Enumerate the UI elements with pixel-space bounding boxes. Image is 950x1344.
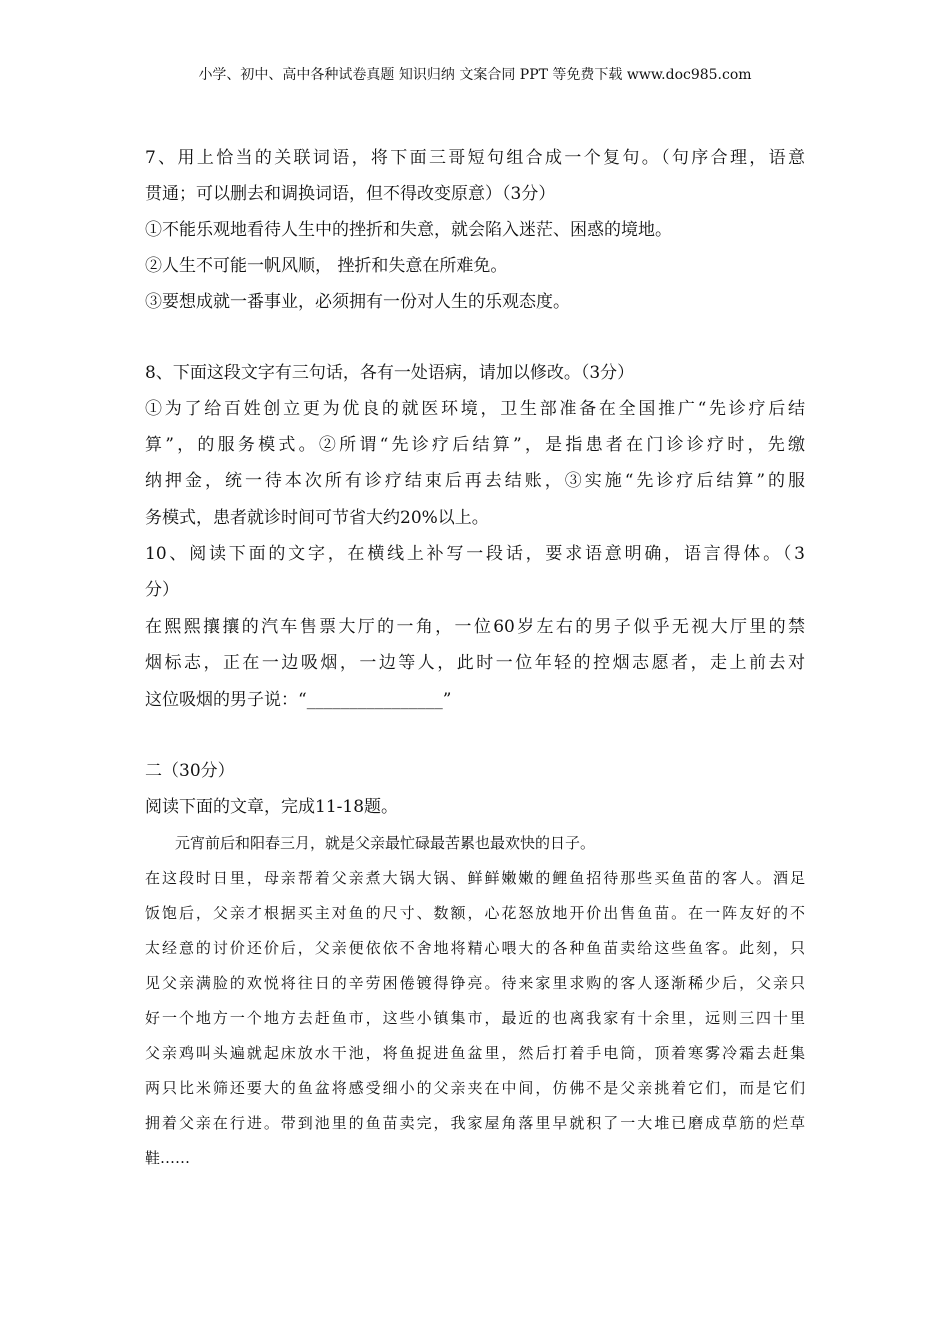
text-line: ②人生不可能一帆风顺， 挫折和失意在所难免。 (145, 256, 508, 276)
text-line: ①为了给百姓创立更为优良的就医环境，卫生部准备在全国推广“先诊疗后结 (145, 399, 805, 419)
text-line: 在熙熙攘攘的汽车售票大厅的一角，一位60岁左右的男子似乎无视大厅里的禁 (145, 617, 805, 637)
text-line: 两只比米筛还要大的鱼盆将感受细小的父亲夹在中间，仿佛不是父亲挑着它们，而是它们 (145, 1079, 805, 1097)
text-line: 鞋…… (145, 1149, 191, 1167)
text-line: 贯通；可以删去和调换词语，但不得改变原意）（3分） (145, 184, 556, 204)
text-line: 8、下面这段文字有三句话，各有一处语病，请加以修改。（3分） (145, 363, 635, 383)
text-line: 好一个地方一个地方去赶鱼市，这些小镇集市，最近的也离我家有十余里，远则三四十里 (145, 1009, 805, 1027)
text-line: 见父亲满脸的欢悦将往日的辛劳困倦镀得铮亮。待来家里求购的客人逐渐稀少后，父亲只 (145, 974, 805, 992)
text-line: 烟标志，正在一边吸烟，一边等人，此时一位年轻的控烟志愿者，走上前去对 (145, 653, 805, 673)
text-line: 元宵前后和阳春三月，就是父亲最忙碌最苦累也最欢快的日子。 (175, 834, 596, 852)
text-line: 10、阅读下面的文字，在横线上补写一段话，要求语意明确，语言得体。（3 (145, 544, 805, 564)
text-line: 分） (145, 580, 179, 600)
text-line: 这位吸烟的男子说：“________________” (145, 690, 452, 710)
text-line: ①不能乐观地看待人生中的挫折和失意，就会陷入迷茫、困惑的境地。 (145, 220, 672, 240)
text-line: 拥着父亲在行进。带到池里的鱼苗卖完，我家屋角落里早就积了一大堆已磨成草筋的烂草 (145, 1114, 805, 1132)
text-line: 在这段时日里，母亲帮着父亲煮大锅大锅、鲜鲜嫩嫩的鲤鱼招待那些买鱼苗的客人。酒足 (145, 869, 805, 887)
text-line: 太经意的讨价还价后，父亲便依依不舍地将精心喂大的各种鱼苗卖给这些鱼客。此刻，只 (145, 939, 805, 957)
text-line: 务模式，患者就诊时间可节省大约20%以上。 (145, 508, 489, 528)
page-header: 小学、初中、高中各种试卷真题 知识归纳 文案合同 PPT 等免费下载 www.doc985.com (198, 67, 752, 83)
text-line: 阅读下面的文章，完成11-18题。 (145, 797, 399, 817)
text-line: ③要想成就一番事业，必须拥有一份对人生的乐观态度。 (145, 292, 570, 312)
text-line: 7、用上恰当的关联词语，将下面三哥短句组合成一个复句。（句序合理，语意 (145, 148, 805, 168)
text-line: 饭饱后，父亲才根据买主对鱼的尺寸、数额，心花怒放地开价出售鱼苗。在一阵友好的不 (145, 904, 805, 922)
section-title: 二（30分） (145, 761, 235, 781)
text-line: 纳押金，统一待本次所有诊疗结束后再去结账，③实施“先诊疗后结算”的服 (145, 471, 805, 491)
text-line: 算”，的服务模式。②所谓“先诊疗后结算”，是指患者在门诊诊疗时，先缴 (145, 435, 805, 455)
text-line: 父亲鸡叫头遍就起床放水干池，将鱼捉进鱼盆里，然后打着手电筒，顶着寒雾冷霜去赶集 (145, 1044, 805, 1062)
